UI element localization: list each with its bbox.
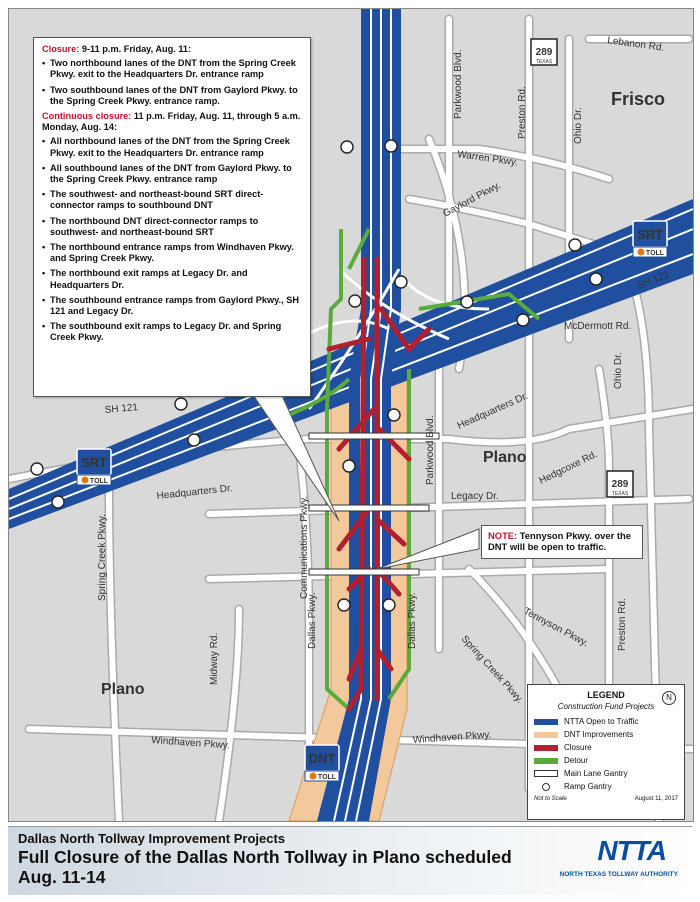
ramp-gantry [383,599,395,611]
legend-subtitle: Construction Fund Projects [557,702,655,711]
label-preston-south: Preston Rd. [617,598,628,651]
label-plano-east: Plano [483,449,527,466]
legend-item-ntta [534,715,678,728]
legend-item-closure [534,741,678,754]
continuous-label: Continuous closure: [42,111,132,122]
legend-label: Closure [564,743,592,752]
notice-item: • All northbound lanes of the DNT from the Spring Creek Pkwy. exit to the Headquarters Dr. entrance ramp [42,136,304,158]
label-windhaven-west: Windhaven Pkwy. [150,735,231,752]
hwy289-state: TEXAS [535,59,553,65]
legend-label: DNT Improvements [564,730,634,739]
legend-swatch [534,732,558,738]
ramp-gantry [395,276,407,288]
srt-shield-west [77,449,111,485]
legend-title: LEGEND [587,690,625,700]
ramp-gantry [517,314,529,326]
ramp-gantry [343,460,355,472]
continuous-time: 11 p.m. Friday, Aug. 11, through 5 a.m. Monday, Aug. 14: [42,111,301,133]
note-label: NOTE: [488,530,518,541]
ramp-gantry [338,599,350,611]
main-lane-gantry [309,433,439,439]
north-arrow-icon: N [662,691,676,705]
note-text: Tennyson Pkwy. over the DNT will be open to traffic. [488,530,631,552]
notice-item: • The northbound entrance ramps from Windhaven Pkwy. and Spring Creek Pkwy. [42,242,304,264]
legend-label: Detour [564,756,589,765]
legend-swatch [534,719,558,725]
notice-item: • The southwest- and northeast-bound SRT direct-connector ramps to southbound DNT [42,189,304,211]
legend-label: NTTA Open to Traffic [564,717,639,726]
label-ohio-south: Ohio Dr. [613,352,624,389]
label-plano-west: Plano [101,681,145,698]
ramp-gantry [590,273,602,285]
ntta-logo [548,835,678,885]
srt-shield-east [633,221,667,257]
label-warren: Warren Pkwy. [456,149,519,169]
notice-item: • All southbound lanes of the DNT from Gaylord Pkwy. to the Spring Creek Pkwy. entrance ramp [42,163,304,185]
ramp-gantry [188,434,200,446]
notice-item: • The northbound DNT direct-connector ramps to southwest- and northeast-bound SRT [42,216,304,238]
notice-item: • The northbound exit ramps at Legacy Dr. and Headquarters Dr. [42,268,304,290]
closure-notice [33,37,311,397]
label-spring-creek-west: Spring Creek Pkwy. [97,513,108,601]
ramp-gantry [349,295,361,307]
label-mcdermott: McDermott Rd. [564,321,632,332]
dnt-shield [305,745,339,781]
banner-subtitle: Dallas North Tollway Improvement Projects [18,831,286,846]
ramp-gantry [569,239,581,251]
label-sh121-west: SH 121 [104,402,139,416]
closure-label: Closure: [42,44,80,54]
notice-item: • Two northbound lanes of the DNT from the Spring Creek Pkwy. exit to the Headquarters Dr. entrance ramp [42,58,304,80]
legend-swatch [534,745,558,751]
not-to-scale: Not to Scale [534,796,567,802]
label-legacy: Legacy Dr. [451,491,499,502]
closure-list [42,58,304,107]
toll-text: TOLL [89,478,109,485]
continuous-list [42,136,304,343]
us289-shield-south [607,471,633,497]
ramp-gantry [31,463,43,475]
closure-time: 9-11 p.m. Friday, Aug. 11: [81,44,192,54]
ramp-gantry-swatch-icon [542,783,550,791]
label-parkwood-south: Parkwood Blvd. [425,415,436,485]
us289-shield-north [531,39,557,65]
title-banner [8,826,692,895]
hwy289-number: 289 [611,479,629,490]
notice-item: • Two southbound lanes of the DNT from Gaylord Pkwy. to the Spring Creek Pkwy. entrance ramp. [42,85,304,107]
ramp-gantry [461,296,473,308]
legend-item-gantry [534,767,678,780]
label-sh121-east: SH 121 [636,269,672,292]
label-ohio-north: Ohio Dr. [573,107,584,144]
legend-label: Ramp Gantry [564,782,612,791]
label-midway: Midway Rd. [209,632,220,685]
legend [527,684,685,820]
legend-date: August 11, 2017 [634,796,678,802]
label-dallas-pkwy-west: Dallas Pkwy. [307,592,318,649]
ramp-gantry [388,409,400,421]
banner-title: Full Closure of the Dallas North Tollway in Plano scheduled [18,847,512,867]
label-windhaven-east: Windhaven Pkwy. [412,729,492,746]
tennyson-note [481,525,643,559]
closure-heading [42,44,304,55]
label-dallas-pkwy-east: Dallas Pkwy. [407,592,418,649]
legend-item-ramp [534,780,678,793]
ramp-gantry [52,496,64,508]
label-frisco: Frisco [611,89,666,109]
dnt-shield-text: DNT [308,751,336,766]
ramp-gantry [341,141,353,153]
hwy289-state: TEXAS [611,491,629,497]
label-headquarters-west: Headquarters Dr. [156,483,234,502]
continuous-heading [42,111,304,133]
legend-footer [534,796,678,802]
label-parkwood-north: Parkwood Blvd. [453,49,464,119]
main-lane-gantry [309,505,429,511]
srt-shield-text: SRT [81,455,107,470]
label-headquarters-east: Headquarters Dr. [455,390,530,432]
ramp-gantry [385,140,397,152]
ntta-logo-word: NTTA [597,835,666,866]
legend-item-detour [534,754,678,767]
label-communications: Communications Pkwy. [299,495,310,599]
hwy289-number: 289 [535,47,553,58]
label-preston-north: Preston Rd. [517,86,528,139]
ntta-logo-tagline: NORTH TEXAS TOLLWAY AUTHORITY [559,871,678,878]
notice-item: • The southbound entrance ramps from Gaylord Pkwy., SH 121 and Legacy Dr. [42,295,304,317]
srt-shield-text: SRT [637,227,663,242]
ramp-gantry [175,398,187,410]
label-spring-creek-east: Spring Creek Pkwy. [458,633,526,706]
toll-text: TOLL [645,250,665,257]
label-gaylord: Gaylord Pkwy. [441,180,503,220]
legend-label: Main Lane Gantry [564,769,628,778]
legend-swatch [534,758,558,764]
label-hedgcoxe: Hedgcoxe Rd. [537,449,600,487]
label-tennyson: Tennyson Pkwy. [521,605,590,650]
toll-text: TOLL [317,774,337,781]
legend-item-dnt-improve [534,728,678,741]
notice-item: • The southbound exit ramps to Legacy Dr. and Spring Creek Pkwy. [42,321,304,343]
legend-items [534,715,678,793]
label-lebanon: Lebanon Rd. [606,35,665,54]
project-map [8,8,694,822]
main-lane-gantry [309,569,419,575]
banner-dates: Aug. 11-14 [18,867,106,887]
gantry-swatch-icon [534,770,558,777]
